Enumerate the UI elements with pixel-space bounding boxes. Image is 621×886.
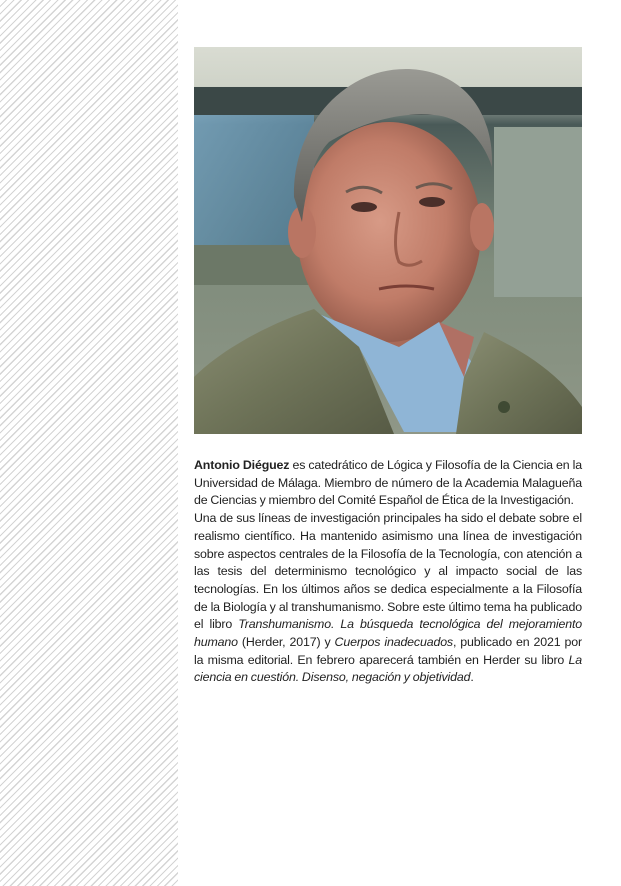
author-portrait-photo [194, 47, 582, 434]
bio-paragraph-2 [194, 510, 582, 687]
bio-paragraph-2-text-a: Una de sus líneas de investigación principales ha sido el debate sobre el realismo científico. Ha mantenido asimismo una línea de investigación sobre aspectos centrales de la Filosofía de la Tecnología, con atención a las tesis del determinismo tecnológico y al impacto social de las tecnologías. En los últimos años se dedica especialmente a la Filosofía de la Biología y al transhumanismo. Sobre este último tema ha publicado el libro [194, 511, 582, 632]
bio-paragraph-2-text-b: (Herder, 2017) y [237, 635, 335, 650]
book-title-cuerpos-inadecuados: Cuerpos inadecuados [334, 635, 453, 650]
diagonal-stripe-band [0, 0, 178, 886]
book-title-la-ciencia-en-cuestion: La ciencia en cuestión. Disenso, negación y objetividad [194, 652, 582, 685]
book-title-transhumanismo: Transhumanismo. La búsqueda tecnológica del mejoramiento humano [194, 617, 582, 650]
author-bio-text [194, 457, 582, 687]
bio-paragraph-2-text-c: , publicado en 2021 por la misma editorial. En febrero aparecerá también en Herder su libro [194, 635, 582, 667]
bio-paragraph-2-text-d: . [470, 670, 474, 685]
bio-paragraph-1-text: es catedrático de Lógica y Filosofía de la Ciencia en la Universidad de Málaga. Miembro de número de la Academia Malagueña de Ciencias y miembro del Comité Español de Ética de la Investigación. [194, 458, 582, 508]
bio-paragraph-1 [194, 457, 582, 510]
author-name: Antonio Diéguez [194, 458, 290, 472]
